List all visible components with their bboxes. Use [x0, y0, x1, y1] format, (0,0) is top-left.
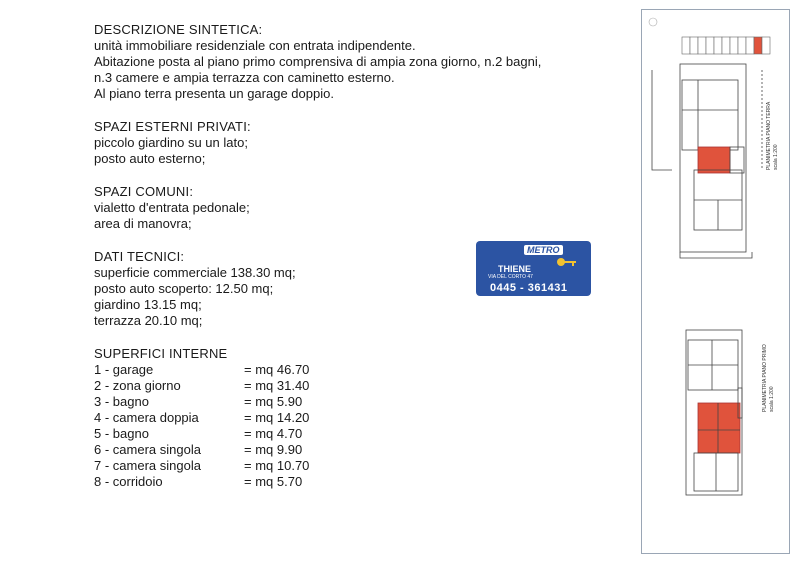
- text-line: n.3 camere e ampia terrazza con caminetto esterno.: [94, 70, 395, 85]
- surface-value: = mq 5.70: [244, 474, 303, 489]
- scale-bar: [682, 37, 770, 54]
- surface-row: [94, 458, 614, 474]
- section-spazi-esterni: [94, 119, 614, 167]
- surface-label: 5 - bagno: [94, 426, 149, 441]
- surface-label: 4 - camera doppia: [94, 410, 199, 425]
- section-title: SUPERFICI INTERNE: [94, 346, 228, 361]
- surface-value: = mq 14.20: [244, 410, 310, 425]
- first-floor-plan: [686, 330, 742, 495]
- text-line: Abitazione posta al piano primo comprensiva di ampia zona giorno, n.2 bagni,: [94, 54, 542, 69]
- text-line: vialetto d'entrata pedonale;: [94, 200, 250, 215]
- surface-label: 1 - garage: [94, 362, 154, 377]
- text-line: posto auto scoperto: 12.50 mq;: [94, 281, 274, 296]
- surface-label: 6 - camera singola: [94, 442, 201, 457]
- surface-row: [94, 474, 614, 490]
- plan-label-ground: PLANIMETRIA PIANO TERRA: [766, 101, 772, 170]
- agency-logo: METRO: [524, 245, 563, 255]
- text-line: piccolo giardino su un lato;: [94, 135, 248, 150]
- surface-value: = mq 5.90: [244, 394, 303, 409]
- plan-scale-ground: scala 1:200: [773, 144, 779, 170]
- surface-value: = mq 46.70: [244, 362, 310, 377]
- surface-row: [94, 410, 614, 426]
- text-line: Al piano terra presenta un garage doppio.: [94, 86, 334, 101]
- text-line: area di manovra;: [94, 216, 192, 231]
- surface-label: 2 - zona giorno: [94, 378, 181, 393]
- agency-address: VIA DEL CORTO 47: [488, 274, 533, 280]
- surface-label: 8 - corridoio: [94, 474, 163, 489]
- surface-value: = mq 4.70: [244, 426, 303, 441]
- text-line: giardino 13.15 mq;: [94, 297, 202, 312]
- plan-label-first: PLANIMETRIA PIANO PRIMO: [762, 344, 768, 412]
- agency-card: [476, 241, 591, 296]
- text-line: unità immobiliare residenziale con entrata indipendente.: [94, 38, 416, 53]
- section-descrizione: [94, 22, 614, 102]
- surface-label: 3 - bagno: [94, 394, 149, 409]
- section-title: SPAZI ESTERNI PRIVATI:: [94, 119, 251, 134]
- floor-plan-sheet: [641, 9, 790, 554]
- surface-value: = mq 31.40: [244, 378, 310, 393]
- surface-row: [94, 394, 614, 410]
- ground-floor-plan: [652, 64, 762, 258]
- section-spazi-comuni: [94, 184, 614, 232]
- section-title: DATI TECNICI:: [94, 249, 185, 264]
- text-line: superficie commerciale 138.30 mq;: [94, 265, 296, 280]
- floor-plan-drawing: [642, 10, 789, 553]
- text-line: posto auto esterno;: [94, 151, 206, 166]
- plan-scale-first: scala 1:200: [769, 386, 775, 412]
- surface-value: = mq 10.70: [244, 458, 310, 473]
- agency-city: THIENE: [498, 264, 532, 274]
- surface-value: = mq 9.90: [244, 442, 303, 457]
- agency-phone: 0445 - 361431: [490, 282, 568, 294]
- keys-icon: [556, 255, 578, 269]
- section-title: SPAZI COMUNI:: [94, 184, 194, 199]
- surface-row: [94, 442, 614, 458]
- surface-label: 7 - camera singola: [94, 458, 201, 473]
- section-superfici: [94, 346, 614, 490]
- surface-row: [94, 362, 614, 378]
- surface-row: [94, 426, 614, 442]
- text-line: terrazza 20.10 mq;: [94, 313, 203, 328]
- surface-row: [94, 378, 614, 394]
- section-title: DESCRIZIONE SINTETICA:: [94, 22, 263, 37]
